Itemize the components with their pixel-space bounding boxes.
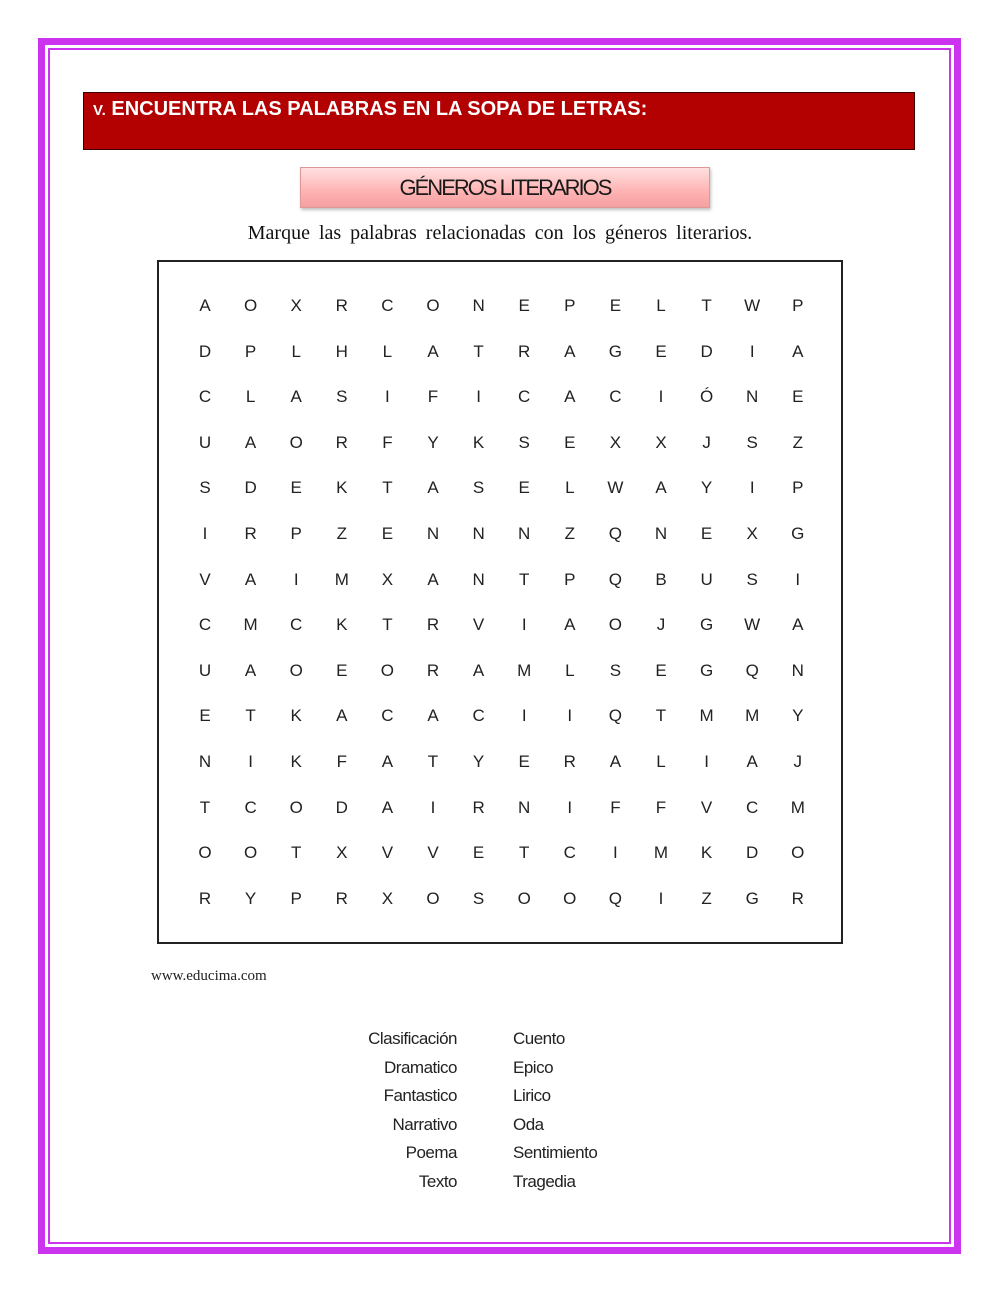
grid-letter[interactable]: Z [336, 524, 347, 543]
grid-letter[interactable]: A [609, 752, 622, 771]
grid-letter[interactable]: G [699, 615, 714, 635]
grid-letter[interactable]: L [382, 341, 393, 361]
grid-letter[interactable]: Z [701, 888, 712, 908]
grid-letter[interactable]: W [744, 296, 761, 315]
grid-letter[interactable]: L [291, 341, 301, 361]
grid-letter[interactable]: S [746, 432, 758, 452]
grid-letter[interactable]: U [700, 569, 713, 589]
grid-letter[interactable]: M [699, 706, 714, 726]
grid-letter[interactable]: R [198, 888, 212, 908]
grid-letter[interactable]: A [427, 478, 439, 498]
grid-letter[interactable]: I [521, 706, 527, 726]
grid-letter[interactable]: Q [608, 888, 622, 908]
grid-letter[interactable]: I [476, 387, 481, 407]
grid-letter[interactable]: S [518, 432, 530, 452]
grid-letter[interactable]: M [790, 797, 805, 817]
grid-letter[interactable]: L [656, 752, 666, 771]
word-list-item: Narrativo [392, 1114, 457, 1134]
grid-letter[interactable]: K [290, 706, 302, 726]
grid-letter[interactable]: Q [608, 569, 622, 589]
grid-letter[interactable]: I [202, 524, 208, 543]
grid-letter[interactable]: O [608, 615, 622, 635]
grid-row [159, 615, 841, 645]
grid-letter[interactable]: A [427, 341, 439, 361]
grid-letter[interactable]: A [199, 296, 211, 315]
grid-letter[interactable]: O [289, 797, 303, 817]
grid-letter[interactable]: R [335, 888, 348, 908]
grid-letter[interactable]: O [426, 296, 440, 315]
grid-letter[interactable]: H [335, 341, 348, 361]
grid-letter[interactable]: P [290, 888, 302, 908]
grid-letter[interactable]: L [656, 296, 666, 315]
grid-letter[interactable]: P [792, 478, 804, 498]
grid-letter[interactable]: P [792, 296, 804, 315]
word-list-item: Oda [513, 1114, 544, 1134]
grid-letter[interactable]: O [563, 888, 577, 908]
grid-letter[interactable]: G [791, 524, 805, 543]
grid-letter[interactable]: M [653, 843, 669, 863]
word-list-left [300, 1029, 457, 1200]
grid-letter[interactable]: Q [745, 660, 759, 680]
grid-letter[interactable]: O [791, 843, 805, 863]
grid-letter[interactable]: K [336, 615, 348, 635]
grid-letter[interactable]: N [472, 524, 485, 543]
grid-letter[interactable]: I [749, 478, 755, 498]
grid-letter[interactable]: I [248, 752, 253, 771]
grid-letter[interactable]: E [655, 660, 667, 680]
grid-letter[interactable]: T [518, 843, 530, 863]
grid-letter[interactable]: T [199, 797, 211, 817]
grid-letter[interactable]: A [792, 615, 804, 635]
grid-letter[interactable]: A [427, 569, 439, 589]
grid-letter[interactable]: J [656, 615, 666, 635]
word-list-item: Clasificación [368, 1029, 457, 1048]
grid-letter[interactable]: F [382, 432, 393, 452]
grid-letter[interactable]: T [473, 341, 484, 361]
subtitle-text: GÉNEROS LITERARIOS [399, 175, 611, 200]
grid-letter[interactable]: C [609, 387, 622, 407]
grid-letter[interactable]: F [336, 752, 347, 771]
grid-letter[interactable]: X [336, 843, 348, 863]
grid-letter[interactable]: Y [427, 432, 439, 452]
grid-letter[interactable]: S [199, 478, 211, 498]
grid-letter[interactable]: P [244, 341, 257, 361]
grid-letter[interactable]: N [426, 524, 440, 543]
grid-row [159, 706, 841, 736]
grid-letter[interactable]: A [564, 387, 576, 407]
grid-letter[interactable]: I [430, 797, 436, 817]
grid-letter[interactable]: F [655, 797, 667, 817]
grid-letter[interactable]: E [564, 432, 576, 452]
grid-letter[interactable]: E [472, 843, 485, 863]
grid-letter[interactable]: K [472, 432, 485, 452]
grid-letter[interactable]: I [613, 843, 618, 863]
grid-letter[interactable]: P [564, 569, 576, 589]
grid-letter[interactable]: C [472, 706, 485, 726]
grid-letter[interactable]: U [198, 660, 212, 680]
grid-letter[interactable]: V [199, 569, 211, 589]
grid-letter[interactable]: X [290, 296, 302, 315]
grid-letter[interactable]: P [564, 296, 576, 315]
grid-letter[interactable]: N [198, 752, 212, 771]
grid-letter[interactable]: I [293, 569, 299, 589]
grid-letter[interactable]: M [745, 706, 760, 726]
grid-letter[interactable]: W [607, 478, 624, 498]
grid-letter[interactable]: D [700, 341, 713, 361]
grid-letter[interactable]: A [427, 706, 439, 726]
grid-letter[interactable]: O [243, 296, 258, 315]
grid-letter[interactable]: T [655, 706, 667, 726]
grid-letter[interactable]: C [244, 797, 257, 817]
subtitle-box [300, 167, 710, 208]
grid-letter[interactable]: I [658, 888, 664, 908]
grid-letter[interactable]: F [427, 387, 439, 407]
word-list-item: Fantastico [383, 1086, 457, 1105]
grid-letter[interactable]: E [518, 752, 530, 771]
grid-letter[interactable]: E [290, 478, 302, 498]
grid-row [159, 524, 841, 554]
grid-letter[interactable]: G [608, 341, 622, 361]
grid-letter[interactable]: C [381, 296, 394, 315]
grid-letter[interactable]: D [335, 797, 348, 817]
grid-letter[interactable]: Y [244, 888, 257, 908]
grid-letter[interactable]: I [658, 387, 664, 407]
grid-letter[interactable]: O [517, 888, 531, 908]
word-list-item: Cuento [513, 1029, 565, 1048]
word-list-item: Sentimiento [513, 1143, 598, 1162]
grid-letter[interactable]: O [289, 432, 303, 452]
grid-letter[interactable]: O [243, 843, 258, 863]
grid-row [159, 798, 841, 828]
grid-letter[interactable]: J [702, 432, 711, 452]
grid-letter[interactable]: S [336, 387, 348, 407]
grid-row [159, 570, 841, 600]
word-list-item: Poema [405, 1143, 457, 1162]
grid-letter[interactable]: R [563, 752, 576, 771]
grid-row [159, 843, 841, 873]
section-number: V. [93, 102, 106, 119]
grid-letter[interactable]: I [567, 797, 573, 817]
grid-letter[interactable]: D [746, 843, 759, 863]
grid-letter[interactable]: Q [608, 524, 622, 543]
grid-letter[interactable]: S [609, 660, 622, 680]
grid-letter[interactable]: M [517, 660, 532, 680]
grid-letter[interactable]: N [518, 524, 531, 543]
grid-row [159, 296, 841, 326]
grid-letter[interactable]: N [472, 296, 485, 315]
grid-letter[interactable]: C [746, 797, 759, 817]
grid-letter[interactable]: G [745, 888, 759, 908]
grid-letter[interactable]: L [245, 387, 256, 407]
grid-letter[interactable]: S [746, 569, 758, 589]
grid-letter[interactable]: Y [792, 706, 804, 726]
grid-letter[interactable]: J [793, 752, 803, 771]
grid-letter[interactable]: E [700, 524, 713, 543]
grid-letter[interactable]: Y [700, 478, 713, 498]
grid-letter[interactable]: T [427, 752, 439, 771]
word-list-item: Tragedia [513, 1171, 576, 1191]
grid-letter[interactable]: Z [792, 432, 803, 452]
word-search-grid [157, 260, 843, 944]
grid-letter[interactable]: R [518, 341, 531, 361]
grid-letter[interactable]: N [746, 387, 759, 407]
grid-letter[interactable]: G [699, 660, 714, 680]
grid-letter[interactable]: A [244, 569, 257, 589]
grid-letter[interactable]: K [336, 478, 348, 498]
grid-letter[interactable]: Y [472, 752, 485, 771]
grid-letter[interactable]: L [565, 478, 575, 498]
grid-letter[interactable]: R [426, 615, 440, 635]
grid-letter[interactable]: N [791, 660, 804, 680]
grid-letter[interactable]: E [609, 296, 622, 315]
grid-row [159, 752, 841, 782]
grid-letter[interactable]: A [290, 387, 302, 407]
grid-letter[interactable]: T [290, 843, 302, 863]
grid-letter[interactable]: S [472, 888, 485, 908]
grid-letter[interactable]: T [382, 478, 393, 498]
grid-letter[interactable]: T [245, 706, 256, 726]
grid-letter[interactable]: V [472, 615, 485, 635]
grid-letter[interactable]: P [290, 524, 302, 543]
grid-letter[interactable]: O [198, 843, 212, 863]
grid-letter[interactable]: A [564, 341, 576, 361]
grid-row [159, 387, 841, 417]
grid-letter[interactable]: I [749, 341, 755, 361]
word-list-item: Texto [418, 1171, 457, 1191]
grid-letter[interactable]: L [565, 660, 575, 680]
grid-letter[interactable]: T [701, 296, 712, 315]
grid-letter[interactable]: O [289, 660, 303, 680]
grid-letter[interactable]: I [704, 752, 709, 771]
grid-letter[interactable]: I [567, 706, 573, 726]
grid-letter[interactable]: N [518, 797, 531, 817]
grid-letter[interactable]: M [334, 569, 349, 589]
grid-letter[interactable]: A [244, 660, 257, 680]
grid-letter[interactable]: R [472, 797, 485, 817]
grid-letter[interactable]: D [198, 341, 212, 361]
grid-letter[interactable]: I [521, 615, 527, 635]
word-list-right [513, 1029, 713, 1200]
grid-letter[interactable]: A [381, 797, 394, 817]
grid-letter[interactable]: A [336, 706, 348, 726]
grid-letter[interactable]: O [426, 888, 440, 908]
grid-letter[interactable]: A [655, 478, 667, 498]
grid-letter[interactable]: C [381, 706, 394, 726]
grid-letter[interactable]: C [198, 387, 212, 407]
grid-letter[interactable]: R [335, 432, 348, 452]
grid-row [159, 433, 841, 463]
grid-letter[interactable]: Q [608, 706, 622, 726]
grid-letter[interactable]: T [382, 615, 393, 635]
grid-letter[interactable]: D [244, 478, 257, 498]
grid-letter[interactable]: R [335, 296, 348, 315]
grid-row [159, 342, 841, 372]
grid-letter[interactable]: A [244, 432, 257, 452]
grid-letter[interactable]: A [746, 752, 758, 771]
grid-letter[interactable]: C [563, 843, 576, 863]
grid-letter[interactable]: E [518, 478, 530, 498]
word-list-item: Epico [513, 1057, 554, 1077]
grid-letter[interactable]: X [381, 569, 394, 589]
grid-letter[interactable]: R [244, 524, 257, 543]
grid-letter[interactable]: K [290, 752, 302, 771]
grid-row [159, 661, 841, 691]
grid-letter[interactable]: A [381, 752, 394, 771]
grid-letter[interactable]: C [198, 615, 212, 635]
grid-letter[interactable]: K [700, 843, 713, 863]
grid-letter[interactable]: X [655, 432, 667, 452]
grid-letter[interactable]: X [746, 524, 758, 543]
grid-letter[interactable]: E [199, 706, 211, 726]
grid-letter[interactable]: U [198, 432, 212, 452]
grid-letter[interactable]: E [518, 296, 530, 315]
grid-letter[interactable]: O [380, 660, 394, 680]
grid-letter[interactable]: I [795, 569, 801, 589]
grid-letter[interactable]: B [655, 569, 667, 589]
grid-letter[interactable]: C [290, 615, 303, 635]
grid-letter[interactable]: W [744, 615, 761, 635]
grid-letter[interactable]: R [426, 660, 440, 680]
grid-letter[interactable]: A [792, 341, 804, 361]
grid-letter[interactable]: F [610, 797, 621, 817]
grid-letter[interactable]: S [472, 478, 485, 498]
grid-letter[interactable]: T [518, 569, 530, 589]
grid-letter[interactable]: R [791, 888, 804, 908]
grid-letter[interactable]: E [792, 387, 804, 407]
grid-letter[interactable]: E [381, 524, 394, 543]
section-title: ENCUENTRA LAS PALABRAS EN LA SOPA DE LETRAS: [111, 98, 648, 120]
grid-letter[interactable]: E [336, 660, 348, 680]
grid-letter[interactable]: M [243, 615, 258, 635]
section-header-bar [83, 92, 915, 150]
grid-letter[interactable]: E [655, 341, 667, 361]
word-list-item: Dramatico [384, 1057, 457, 1077]
grid-letter[interactable]: Z [564, 524, 575, 543]
grid-letter[interactable]: Ó [699, 387, 714, 407]
grid-letter[interactable]: A [564, 615, 576, 635]
grid-letter[interactable]: C [518, 387, 531, 407]
grid-letter[interactable]: V [427, 843, 439, 863]
grid-letter[interactable]: N [654, 524, 668, 543]
grid-letter[interactable]: V [381, 843, 394, 863]
source-credit: www.educima.com [151, 968, 267, 984]
grid-row [159, 889, 841, 919]
grid-letter[interactable]: V [700, 797, 713, 817]
grid-letter[interactable]: X [609, 432, 622, 452]
instruction-text: Marque las palabras relacionadas con los géneros literarios. [247, 222, 753, 244]
grid-letter[interactable]: I [385, 387, 390, 407]
word-list-item: Lirico [513, 1086, 551, 1105]
grid-letter[interactable]: A [472, 660, 485, 680]
grid-letter[interactable]: N [472, 569, 485, 589]
grid-row [159, 478, 841, 508]
grid-letter[interactable]: X [381, 888, 394, 908]
